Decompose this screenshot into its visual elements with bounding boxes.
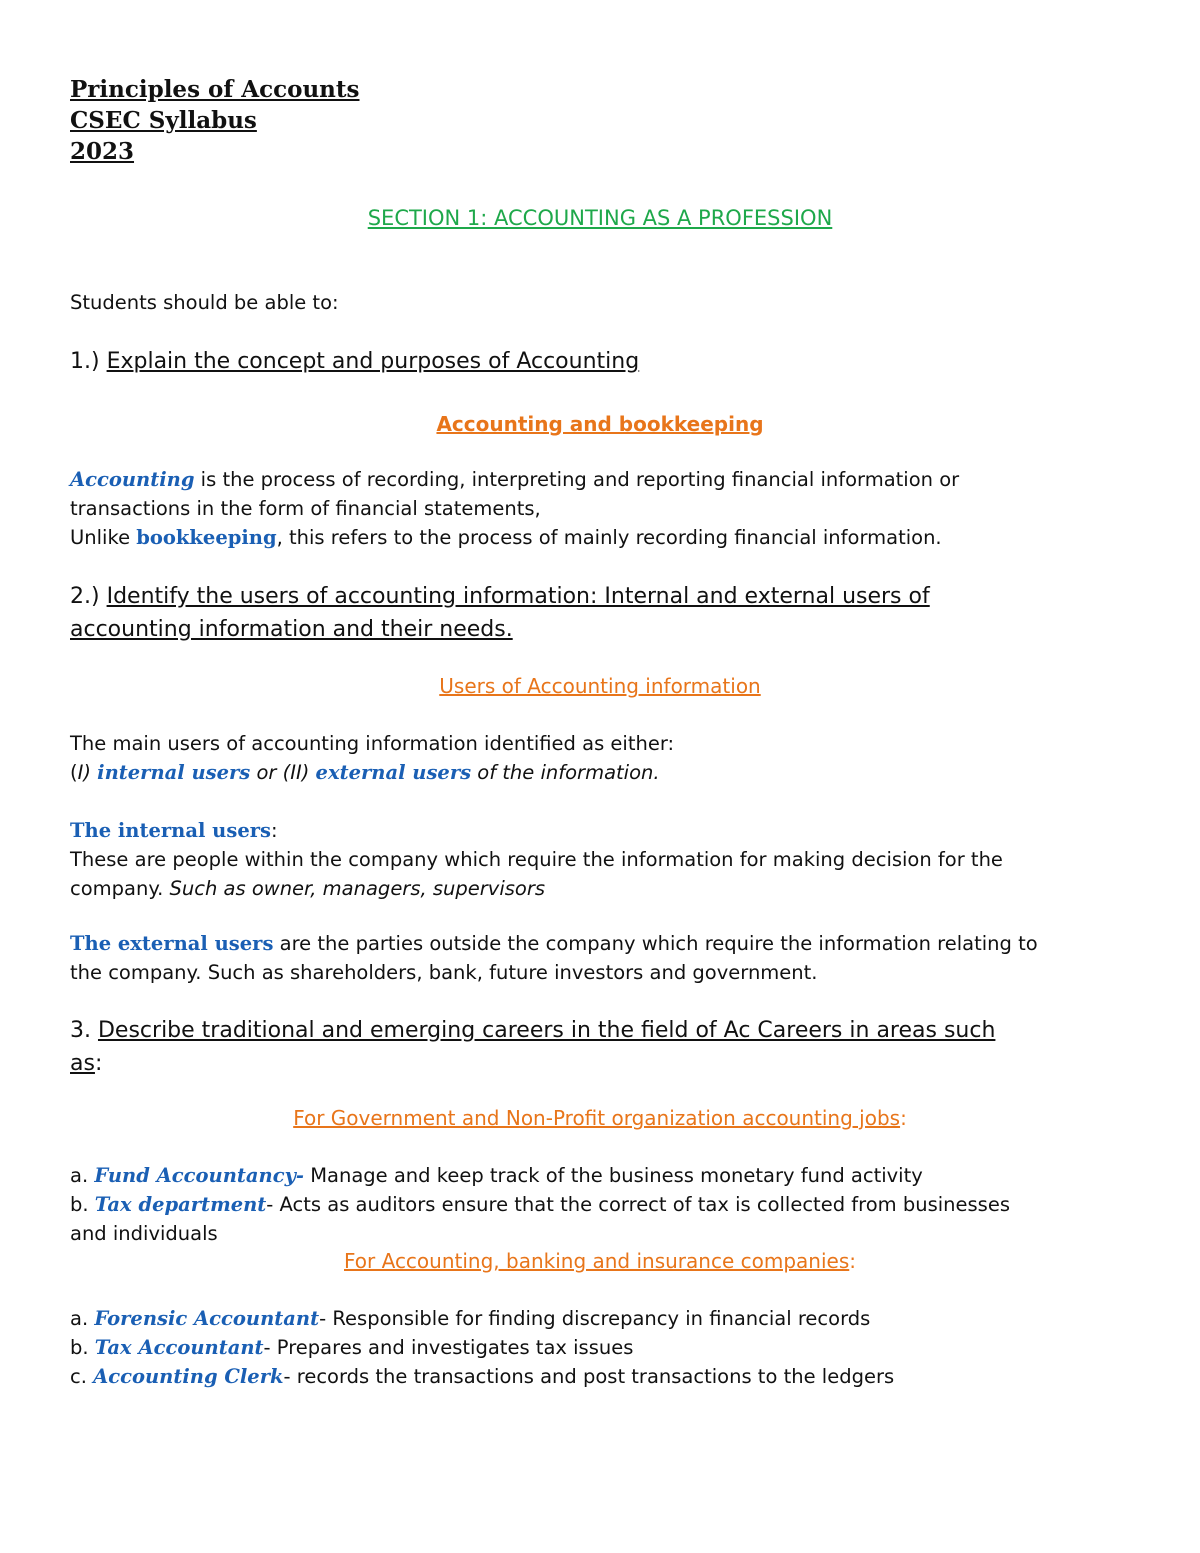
- question-2-line-1: [70, 580, 930, 613]
- q2-subheading: Users of Accounting information: [439, 674, 761, 698]
- q1-paragraph-line-2: transactions in the form of financial statements,: [70, 497, 541, 520]
- paren-open: (: [70, 761, 78, 784]
- external-users-line-2: the company. Such as shareholders, bank, future investors and government.: [70, 961, 818, 984]
- q1-subheading: Accounting and bookkeeping: [436, 412, 764, 436]
- question-2-text-1: Identify the users of accounting information: Internal and external users of: [106, 584, 930, 609]
- gov-heading-text: For Government and Non-Profit organization accounting jobs: [293, 1106, 901, 1130]
- document-year: 2023: [70, 138, 135, 165]
- term-tax-accountant: Tax Accountant: [94, 1336, 264, 1359]
- bank-heading: [0, 1249, 1200, 1273]
- q1-line1-text: is the process of recording, interpreting and reporting financial information or: [194, 468, 960, 491]
- question-3-line-1: [70, 1014, 995, 1047]
- question-3-number: 3.: [70, 1018, 98, 1043]
- question-3-text-2: as: [70, 1051, 95, 1076]
- q1-paragraph-line-1: [70, 465, 959, 494]
- q1-paragraph-line-3: [70, 523, 942, 552]
- list-item-description: Manage and keep track of the business monetary fund activity: [304, 1164, 923, 1187]
- list-item: [70, 1161, 923, 1190]
- list-item-prefix: b.: [70, 1193, 95, 1216]
- list-item-prefix: c.: [70, 1365, 94, 1388]
- term-internal-users: internal users: [97, 761, 251, 784]
- question-2-number: 2.): [70, 584, 107, 609]
- list-item-continuation: and individuals: [70, 1222, 218, 1245]
- internal-line2-prefix: company.: [70, 877, 170, 900]
- question-3-text-1: Describe traditional and emerging careers in the field of Ac Careers in areas such: [97, 1018, 996, 1043]
- list-item: [70, 1362, 894, 1391]
- list-item-description: - Prepares and investigates tax issues: [263, 1336, 634, 1359]
- term-bookkeeping: bookkeeping: [136, 526, 277, 549]
- list-item: [70, 1304, 870, 1333]
- list-item-prefix: a.: [70, 1307, 95, 1330]
- question-1-text: Explain the concept and purposes of Accounting: [106, 349, 640, 374]
- external-users-line-1: [70, 929, 1038, 958]
- list-item-description: - Responsible for finding discrepancy in financial records: [319, 1307, 871, 1330]
- internal-examples: Such as owner, managers, supervisors: [169, 877, 546, 900]
- term-fund-accountancy: Fund Accountancy-: [94, 1164, 304, 1187]
- internal-colon: :: [270, 819, 278, 842]
- term-tax-department: Tax department: [94, 1193, 267, 1216]
- question-3-colon: :: [94, 1051, 103, 1076]
- gov-heading-colon: :: [900, 1106, 907, 1130]
- bank-heading-colon: :: [849, 1249, 856, 1273]
- document-title: Principles of Accounts: [70, 76, 360, 103]
- question-2-line-2: accounting information and their needs.: [70, 617, 513, 642]
- internal-users-line-2: [70, 874, 545, 903]
- or-text: or (II): [250, 761, 316, 784]
- term-external-users: external users: [315, 761, 472, 784]
- list-item-description: - Acts as auditors ensure that the correct of tax is collected from businesses: [266, 1193, 1011, 1216]
- list-item: [70, 1190, 1010, 1219]
- roman-one: I): [77, 761, 98, 784]
- external-line1-text: are the parties outside the company which require the information relating to: [273, 932, 1038, 955]
- internal-users-label: The internal users: [70, 819, 271, 842]
- bank-heading-text: For Accounting, banking and insurance companies: [344, 1249, 850, 1273]
- internal-users-heading: [70, 816, 278, 845]
- of-information-text: of the information.: [471, 761, 660, 784]
- question-3-line-2: [70, 1047, 102, 1080]
- term-accounting: Accounting: [70, 468, 195, 491]
- question-1-number: 1.): [70, 349, 107, 374]
- document-subtitle: CSEC Syllabus: [70, 107, 257, 134]
- external-users-label: The external users: [70, 932, 274, 955]
- intro-text: Students should be able to:: [70, 291, 339, 314]
- list-item: [70, 1333, 633, 1362]
- gov-heading: [0, 1106, 1200, 1130]
- internal-users-line-1: These are people within the company which require the information for making decision for the: [70, 848, 1003, 871]
- list-item-prefix: b.: [70, 1336, 95, 1359]
- term-accounting-clerk: Accounting Clerk: [93, 1365, 284, 1388]
- users-classification: [70, 758, 660, 787]
- list-item-prefix: a.: [70, 1164, 95, 1187]
- question-1: [70, 345, 639, 378]
- term-forensic-accountant: Forensic Accountant: [94, 1307, 320, 1330]
- q1-line3-text: , this refers to the process of mainly recording financial information.: [276, 526, 942, 549]
- q1-line3-prefix: Unlike: [70, 526, 137, 549]
- list-item-description: - records the transactions and post transactions to the ledgers: [283, 1365, 895, 1388]
- section-heading: SECTION 1: ACCOUNTING AS A PROFESSION: [367, 206, 833, 230]
- main-users-text: The main users of accounting information identified as either:: [70, 732, 675, 755]
